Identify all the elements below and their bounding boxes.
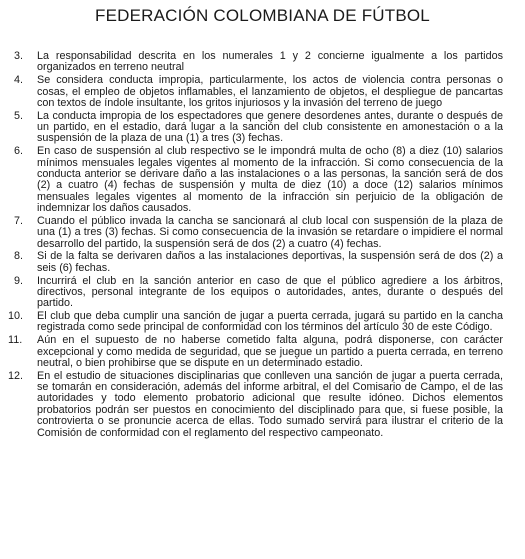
article-text: Si de la falta se derivaren daños a las instalaciones deportivas, la suspensión será de dos (2) a seis (6) fechas. — [37, 250, 503, 274]
article-number: 5. — [14, 109, 24, 122]
article-text: La conducta impropia de los espectadores que genere desordenes antes, durante o después de un partido, en el estadio, dará lugar a la sanción del club consistente en amonestación o a la suspensión de la plaza de una (1) a tres (3) fechas. — [37, 109, 503, 145]
document-title: FEDERACIÓN COLOMBIANA DE FÚTBOL — [95, 6, 430, 25]
article-item — [0, 276, 503, 310]
article-text: La responsabilidad descrita en los numerales 1 y 2 concierne igualmente a los partidos organizados en terreno neutral — [37, 50, 503, 74]
article-number: 4. — [14, 74, 24, 87]
article-item — [0, 216, 503, 250]
article-number: 6. — [14, 145, 24, 158]
article-text: En el estudio de situaciones disciplinarias que conlleven una sanción de jugar a puerta cerrada, se tomarán en consideración, además del informe arbitral, el del Comisario de Campo, el de las autoridades y todo elemento probatorio adicional que resulte idóneo. Dichos elementos probatorios podrán ser puestos en conocimiento del disciplinado para que, si fuese posible, la controvierta o se pronuncie acerca de ellas. Todo sumado servirá para ilustrar el criterio de la Comisión de conformidad con el reglamento del respectivo campeonato. — [37, 369, 503, 439]
article-item — [0, 146, 503, 214]
article-number: 12. — [8, 369, 24, 382]
article-item — [0, 111, 503, 145]
article-text: Se considera conducta impropia, particularmente, los actos de violencia contra personas o cosas, el empleo de objetos inflamables, el lanzamiento de objetos, el despliegue de pancartas con textos de índole insultante, los gritos injuriosos y la invasión del terreno de juego — [37, 74, 503, 109]
article-list — [0, 51, 503, 440]
article-item — [0, 251, 503, 274]
article-text: Incurrirá el club en la sanción anterior en caso de que el público agrediere a los árbitros, directivos, personal integrante de los equipos o autoridades, antes, durante o después del partido. — [37, 274, 503, 310]
article-number: 7. — [14, 214, 24, 227]
article-text: El club que deba cumplir una sanción de jugar a puerta cerrada, jugará su partido en la cancha registrada como sede principal de conformidad con los términos del artículo 30 de este Código. — [37, 310, 503, 334]
article-item — [0, 51, 503, 74]
article-number: 11. — [8, 334, 23, 347]
article-number: 9. — [14, 274, 24, 287]
article-number: 8. — [14, 250, 24, 263]
article-text: Cuando el público invada la cancha se sancionará al club local con suspensión de la plaza de una (1) a tres (3) fechas. Si como consecuencia de la invasión se retardare o impidiere el normal desarrollo del partido, la suspensión será de dos (2) a cuatro (4) fechas. — [37, 214, 503, 250]
article-item — [0, 311, 503, 334]
article-text: Aún en el supuesto de no haberse cometido falta alguna, podrá disponerse, con carácter excepcional y como medida de seguridad, que se juegue un partido a puerta cerrada, en terreno neutral, o bien prohibirse que se dispute en un determinado estadio. — [37, 334, 503, 369]
article-item — [0, 371, 503, 439]
article-number: 3. — [14, 50, 24, 62]
article-item — [0, 335, 503, 369]
article-item — [0, 75, 503, 109]
article-text: En caso de suspensión al club respectivo se le impondrá multa de ocho (8) a diez (10) salarios mínimos mensuales legales vigentes al momento de la infracción. Si como consecuencia de la conducta anterior se derivare daño a las instalaciones o a las personas, la sanción será de dos (2) a cuatro (4) fechas de suspensión y multa de diez (10) a doce (12) salarios mínimos mensuales legales vigentes al momento de la infracción sin perjuicio de la obligación de indemnizar los daños causados. — [37, 145, 503, 214]
article-number: 10. — [8, 310, 24, 323]
